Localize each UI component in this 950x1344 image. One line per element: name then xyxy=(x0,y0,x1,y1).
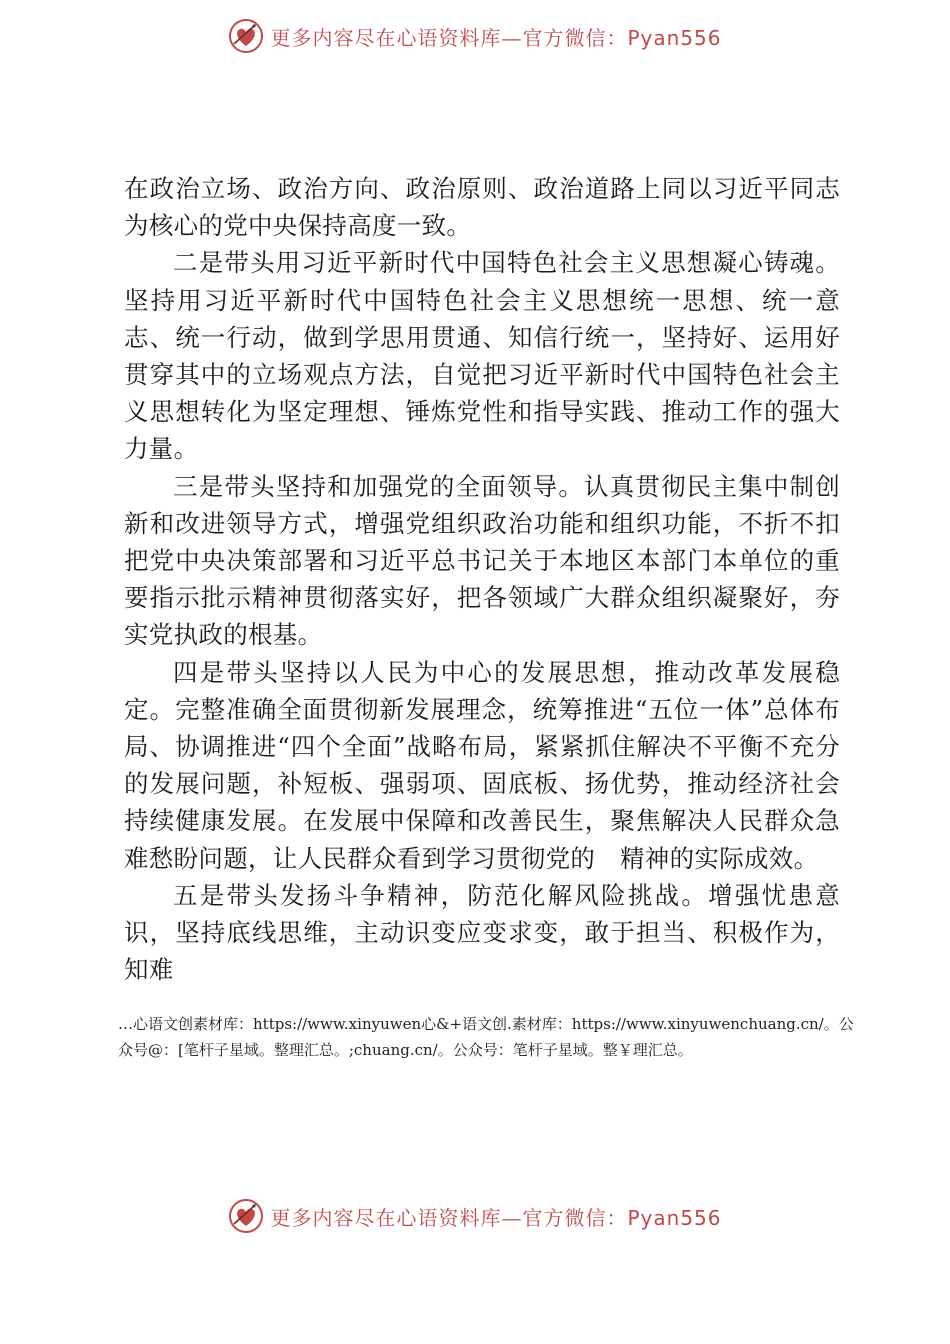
document-body xyxy=(124,170,840,988)
banner-text: 更多内容尽在心语资料库—官方微信：Pyan556 xyxy=(270,25,722,50)
header-banner xyxy=(0,16,950,56)
paragraph-five: 五是带头发扬斗争精神，防范化解风险挑战。增强忧患意识，坚持底线思维，主动识变应变求变，敢于担当、积极作为，知难 xyxy=(124,880,840,985)
paragraph-continuation: 在政治立场、政治方向、政治原则、政治道路上同以习近平同志为核心的党中央保持高度一致。 xyxy=(124,174,840,241)
source-footnote: …心语文创素材库：https://www.xinyuwen心&+语文创.素材库：https://www.xinyuwenchuang.cn/。公众号@：[笔杆子星域。整理汇总。;chuang.cn/。公众号：笔杆子星域。整￥理汇总。 xyxy=(118,1015,854,1059)
paragraph-four: 四是带头坚持以人民为中心的发展思想，推动改革发展稳定。完整准确全面贯彻新发展理念，统筹推进“五位一体”总体布局、协调推进“四个全面”战略布局，紧紧抓住解决不平衡不充分的发展问题，补短板、强弱项、固底板、扬优势，推动经济社会持续健康发展。在发展中保障和改善民生，聚焦解决人民群众急难愁盼问题，让人民群众看到学习贯彻党的 精神的实际成效。 xyxy=(124,657,840,873)
heart-logo-icon xyxy=(228,1198,264,1234)
paragraph-two: 二是带头用习近平新时代中国特色社会主义思想凝心铸魂。坚持用习近平新时代中国特色社会主义思想统一思想、统一意志、统一行动，做到学思用贯通、知信行统一，坚持好、运用好贯穿其中的立场观点方法，自觉把习近平新时代中国特色社会主义思想转化为坚定理想、锤炼党性和指导实践、推动工作的强大力量。 xyxy=(124,248,840,464)
banner-text: 更多内容尽在心语资料库—官方微信：Pyan556 xyxy=(270,1205,722,1230)
paragraph-three: 三是带头坚持和加强党的全面领导。认真贯彻民主集中制创新和改进领导方式，增强党组织政治功能和组织功能，不折不扣把党中央决策部署和习近平总书记关于本地区本部门本单位的重要指示批示精神贯彻落实好，把各领域广大群众组织凝聚好，夯实党执政的根基。 xyxy=(124,471,840,650)
footer-banner xyxy=(0,1196,950,1236)
heart-logo-icon xyxy=(228,18,264,54)
